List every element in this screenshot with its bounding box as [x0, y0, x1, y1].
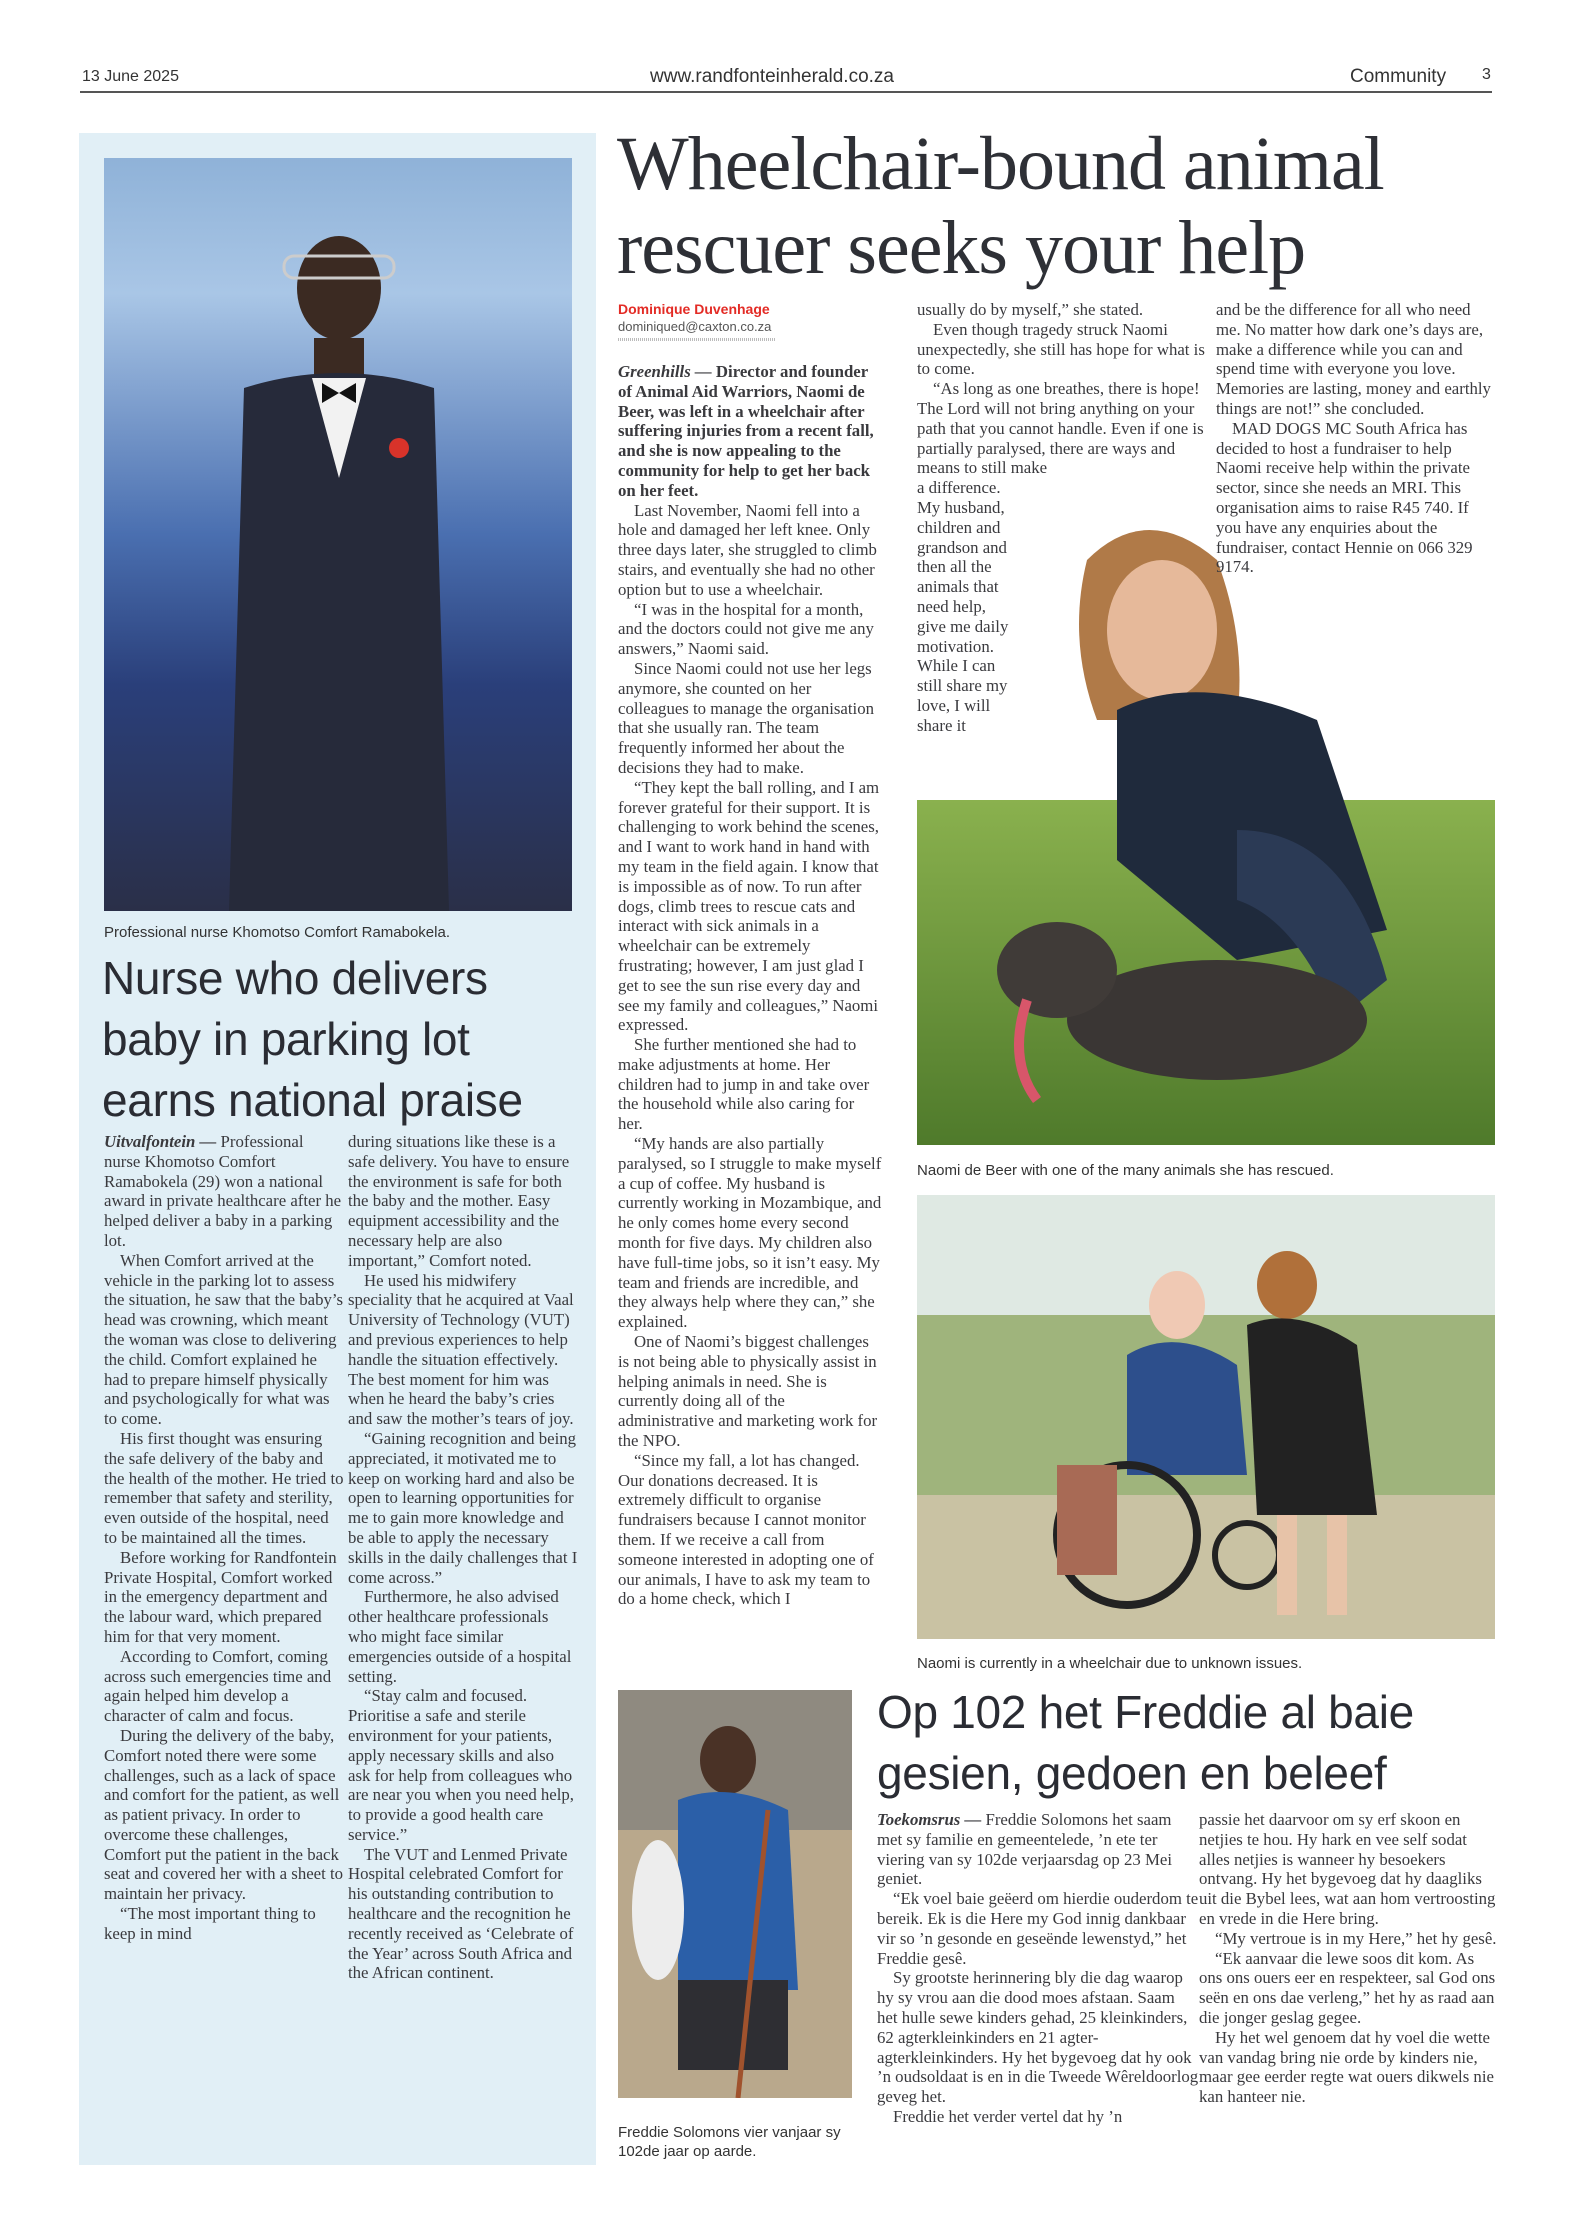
paragraph: Last November, Naomi fell into a hole and damaged her left knee. Only three days later, she struggled to climb stairs, and eventually she had no other option but to use a wheelchair. — [618, 500, 877, 599]
paragraph: According to Comfort, coming across such emergencies time and again helped him develop a character of calm and focus. — [104, 1646, 332, 1726]
person-silhouette-icon — [224, 218, 454, 911]
main-body-column-1 — [618, 362, 882, 1609]
naomi-photo-caption: Naomi de Beer with one of the many animals she has rescued. — [917, 1162, 1334, 1179]
paragraph: “My vertroue is in my Here,” het hy gesê. — [1215, 1928, 1497, 1948]
paragraph: during situations like these is a safe delivery. You have to ensure the environment is safe for both the baby and the mother. Easy equipment accessibility and the necessary help are also important,” Comfort noted. — [348, 1132, 570, 1270]
paragraph: “My hands are also partially paralysed, so I struggle to make myself a cup of coffee. My husband is currently working in Mozambique, and he only comes home every second month for five days. My children also have full-time jobs, so it isn’t easy. My team and friends are incredible, and they always help where they can,” she explained. — [618, 1134, 882, 1332]
main-headline: Wheelchair-bound animal rescuer seeks your help — [617, 122, 1384, 290]
freddie-photo — [618, 1690, 852, 2098]
paragraph: usually do by myself,” she stated. — [917, 300, 1144, 319]
freddie-headline: Op 102 het Freddie al baie gesien, gedoen en beleef — [877, 1686, 1414, 1799]
paragraph: “I was in the hospital for a month, and the doctors could not give me any answers,” Naomi said. — [618, 599, 874, 659]
paragraph: Before working for Randfontein Private Hospital, Comfort worked in the emergency department and the labour ward, which prepared him for that very moment. — [104, 1547, 337, 1646]
byline-author: Dominique Duvenhage — [618, 301, 770, 317]
nurse-body-column-1 — [104, 1132, 344, 1944]
paragraph: One of Naomi’s biggest challenges is not being able to physically assist in helping animals in need. She is currently doing all of the administrative and marketing work for the NPO. — [618, 1332, 878, 1451]
freddie-photo-caption: Freddie Solomons vier vanjaar sy 102de jaar op aarde. — [618, 2124, 841, 2160]
paragraph: His first thought was ensuring the safe delivery of the baby and the health of the mother. He tried to remember that safety and sterility, even outside of the hospital, need to be maintained all the times. — [104, 1428, 344, 1547]
byline-email[interactable]: dominiqued@caxton.co.za — [618, 319, 772, 334]
website-url[interactable]: www.randfonteinherald.co.za — [650, 66, 894, 87]
paragraph: Even though tragedy struck Naomi unexpectedly, she still has hope for what is to come. — [917, 319, 1205, 379]
paragraph: He used his midwifery speciality that he acquired at Vaal University of Technology (VUT) and previous experiences to help handle the situation effectively. The best moment for him was when he heard the baby’s cries and saw the mother’s tears of joy. — [348, 1270, 574, 1429]
main-body-column-3 — [1216, 300, 1496, 577]
elderly-man-image-icon — [618, 1690, 852, 2098]
lead-paragraph: Director and founder of Animal Aid Warriors, Naomi de Beer, was left in a wheelchair after suffering injuries from a recent fall, and she is now appealing to the community for help to get her back on her feet. — [618, 362, 874, 500]
wheelchair-photo — [917, 1195, 1495, 1639]
page-number: 3 — [1482, 66, 1491, 83]
paragraph: passie het daarvoor om sy erf skoon en netjies te hou. Hy hark en vee self sodat alles netjies is wanneer hy besoekers ontvang. Hy het bygevoeg dat hy daagliks uit die Bybel lees, wat aan hom vertroosting en vrede in die Here bring. — [1199, 1810, 1496, 1928]
paragraph: The VUT and Lenmed Private Hospital celebrated Comfort for his outstanding contribution to healthcare and the recognition he recently received as ‘Celebrate of the Year’ across South Africa and the African continent. — [348, 1844, 574, 1983]
paragraph: “Stay calm and focused. Prioritise a safe and sterile environment for your patients, apply necessary skills and also ask for help from colleagues who are near you when you need help, to provide a good health care service.” — [348, 1686, 574, 1844]
paragraph-wrapped: a difference. My husband, children and grandson and then all the animals that need help, give me daily motivation. While I can still share my love, I will share it — [917, 478, 1009, 735]
paragraph: She further mentioned she had to make adjustments at home. Her children had to jump in and take over the household while also caring for her. — [618, 1035, 870, 1134]
paragraph: MAD DOGS MC South Africa has decided to host a fundraiser to help Naomi receive help within the private sector, since she needs an MRI. This organisation aims to raise R45 740. If you have any enquiries about the fundraiser, contact Hennie on 066 329 9174. — [1216, 418, 1473, 577]
paragraph: Furthermore, he also advised other healthcare professionals who might face similar emergencies outside of a hospital setting. — [348, 1587, 572, 1686]
paragraph: “The most important thing to keep in mind — [104, 1904, 316, 1943]
paragraph: Sy grootste herinnering bly die dag waarop hy sy vrou aan die dood moes afstaan. Saam het hulle sewe kinders gehad, 25 kleinkinders, 62 agterkleinkinders en 21 agter-agterkleinkinders. Hy het bygevoeg dat hy ook ’n oudsoldaat is en in die Tweede Wêreldoorlog geveg het. — [877, 1968, 1199, 2107]
freddie-dateline: Toekomsrus — — [877, 1810, 982, 1829]
paragraph: “Ek voel baie geëerd om hierdie ouderdom te bereik. Ek is die Here my God innig dankbaar vir so ’n gesonde en geseënde lewenstyd,” het Freddie gesê. — [877, 1889, 1199, 1968]
paragraph: “They kept the ball rolling, and I am forever grateful for their support. It is challenging to work behind the scenes, and I want to work hand in hand with my team in the field again. I know that is impossible as of now. To run after dogs, climb trees to rescue cats and interact with sick animals in a wheelchair can be extremely frustrating; however, I am just glad I get to see the sun rise every day and see my family and colleagues,” Naomi expressed. — [618, 777, 880, 1035]
paragraph: Hy het wel genoem dat hy voel die wette van vandag bring nie orde by kinders nie, maar gee eerder regte wat ouers dikwels nie kan hanteer nie. — [1199, 2027, 1494, 2107]
wheelchair-scene-image-icon — [917, 1195, 1495, 1639]
paragraph: “Since my fall, a lot has changed. Our donations decreased. It is extremely difficult to organise fundraisers because I cannot monitor them. If we receive a call from someone interested in adopting one of our animals, I have to ask my team to do a home check, which I — [618, 1450, 874, 1609]
paragraph: Freddie het verder vertel dat hy ’n — [893, 2106, 1123, 2126]
paragraph: and be the difference for all who need me. No matter how dark one’s days are, make a difference while you can and spend time with everyone you love. Memories are lasting, money and earthly things are not!” she concluded. — [1216, 300, 1491, 418]
nurse-dateline: Uitvalfontein — — [104, 1132, 217, 1151]
header-rule — [80, 91, 1492, 93]
paragraph: “As long as one breathes, there is hope! The Lord will not bring anything on your path that you cannot handle. Even if one is partially paralysed, there are ways and means to still make — [917, 379, 1204, 478]
paragraph: When Comfort arrived at the vehicle in the parking lot to assess the situation, he saw that the baby’s head was crowning, which meant the woman was close to delivering the child. Comfort explained he had to prepare himself physically and psychologically for what was to come. — [104, 1250, 344, 1429]
wheelchair-photo-caption: Naomi is currently in a wheelchair due to unknown issues. — [917, 1655, 1303, 1672]
paragraph: During the delivery of the baby, Comfort noted there were some challenges, such as a lack of space and comfort for the patient, as well as patient privacy. In order to overcome these challenges, Comfort put the patient in the back seat and covered her with a sheet to maintain her privacy. — [104, 1725, 344, 1904]
paragraph: “Ek aanvaar die lewe soos dit kom. As ons ons ouers eer en respekteer, sal God ons seën en ons dae verleng,” het hy as raad aan die jonger geslag gegee. — [1199, 1948, 1496, 2027]
section-label: Community — [1350, 66, 1447, 87]
freddie-body-column-2 — [1199, 1810, 1499, 2107]
nurse-body-column-2 — [348, 1132, 580, 1983]
issue-date: 13 June 2025 — [82, 68, 179, 85]
paragraph: Professional nurse Khomotso Comfort Ramabokela (29) won a national award in private healthcare after he helped deliver a baby in a parking lot. — [104, 1132, 342, 1250]
nurse-photo-caption: Professional nurse Khomotso Comfort Ramabokela. — [104, 924, 450, 941]
nurse-photo — [104, 158, 572, 911]
freddie-body-column-1 — [877, 1810, 1199, 2127]
paragraph: “Gaining recognition and being appreciated, it motivated me to keep on working hard and also be open to learning opportunities for me to gain more knowledge and be able to apply the necessary skills in the daily challenges that I come across.” — [348, 1428, 578, 1587]
paragraph: Freddie Solomons het saam met sy familie en gemeentelede, ’n ete ter viering van sy 102de verjaarsdag op 23 Mei geniet. — [877, 1810, 1172, 1889]
nurse-headline: Nurse who delivers baby in parking lot earns national praise — [102, 952, 523, 1126]
paragraph: Since Naomi could not use her legs anymore, she counted on her colleagues to manage the organisation that she usually ran. The team frequently informed her about the decisions they had to make. — [618, 658, 874, 777]
main-body-column-2 — [917, 300, 1213, 736]
byline-divider — [618, 338, 775, 341]
main-dateline: Greenhills — — [618, 362, 712, 381]
